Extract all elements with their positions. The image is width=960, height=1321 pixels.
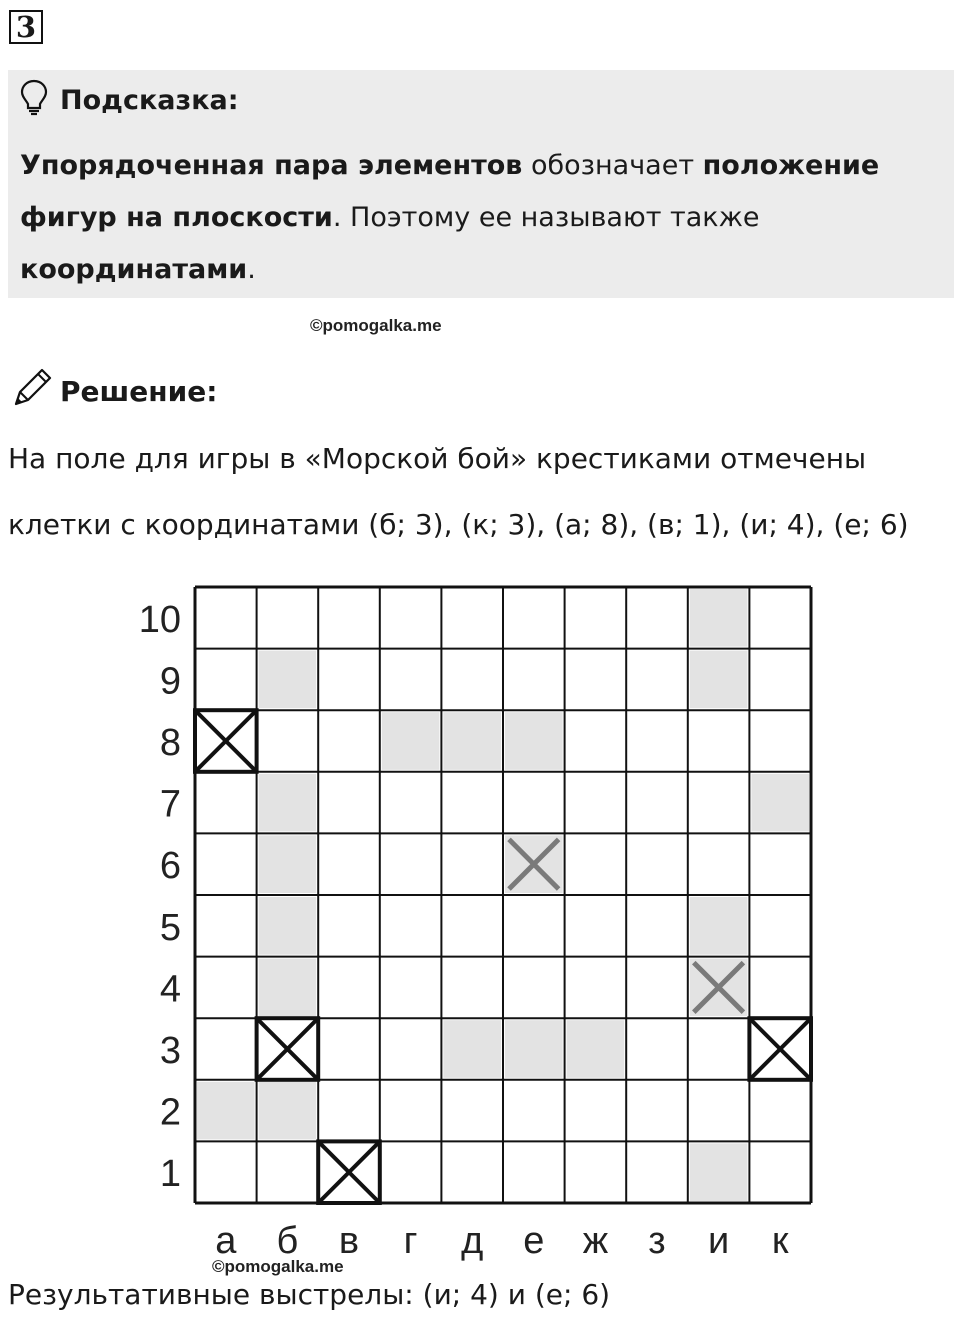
ship-cell — [197, 1082, 255, 1140]
row-label: 5 — [159, 906, 181, 949]
row-label: 3 — [159, 1030, 181, 1072]
column-label: в — [338, 1220, 360, 1262]
row-label: 4 — [159, 968, 181, 1011]
hint-text-part: обозначает — [522, 150, 703, 181]
hint-text-part: . Поэтому ее называют также — [332, 202, 760, 233]
ship-cell — [751, 774, 809, 832]
ship-cell — [443, 712, 501, 770]
hint-bold-term-1: Упорядоченная пара элементов — [20, 150, 523, 181]
hint-text — [20, 140, 940, 296]
battleship-board — [125, 572, 825, 1262]
task-number: 3 — [9, 10, 43, 44]
ship-cell — [259, 1082, 317, 1140]
column-label: ж — [582, 1220, 609, 1262]
hint-heading — [18, 80, 239, 120]
solution-result: Результативные выстрелы: (и; 4) и (е; 6) — [8, 1278, 611, 1311]
column-label: д — [461, 1220, 484, 1262]
ship-cell — [443, 1020, 501, 1078]
ship-cell — [259, 774, 317, 832]
pencil-icon — [10, 366, 60, 417]
hint-bold-term-3: координатами — [20, 254, 248, 285]
column-label: и — [707, 1220, 730, 1262]
row-label: 6 — [159, 845, 181, 888]
ship-cell — [690, 1143, 748, 1201]
row-label: 7 — [159, 783, 181, 826]
column-label: б — [276, 1220, 299, 1262]
row-label: 8 — [159, 722, 181, 764]
column-label: з — [648, 1220, 666, 1262]
solution-title: Решение: — [60, 374, 218, 408]
ship-cell — [505, 712, 563, 770]
hint-text-part: . — [247, 254, 256, 285]
solution-line-1: На поле для игры в «Морской бой» крестиками отмечены — [8, 442, 867, 475]
ship-cell — [690, 589, 748, 647]
lightbulb-icon — [18, 78, 60, 123]
column-label: г — [403, 1220, 418, 1262]
solution-line-2: клетки с координатами (б; 3), (к; 3), (а; 8), (в; 1), (и; 4), (е; 6) — [8, 508, 909, 541]
ship-cell — [505, 1020, 563, 1078]
watermark-top: ©pomogalka.me — [310, 316, 442, 335]
column-label: е — [523, 1220, 545, 1262]
ship-cell — [690, 651, 748, 709]
ship-cell — [567, 1020, 625, 1078]
watermark-bottom: ©pomogalka.me — [212, 1257, 344, 1276]
ship-cell — [259, 835, 317, 893]
column-label: к — [771, 1220, 789, 1262]
hint-bold-term-2: положение фигур на плоскости — [20, 150, 880, 233]
column-label: а — [215, 1220, 237, 1262]
ship-cell — [690, 897, 748, 955]
row-label: 2 — [159, 1091, 181, 1134]
ship-cell — [259, 959, 317, 1017]
ship-cell — [259, 897, 317, 955]
ship-cell — [382, 712, 440, 770]
row-label: 1 — [159, 1153, 181, 1196]
hint-title: Подсказка: — [60, 84, 239, 116]
row-label: 10 — [138, 598, 181, 641]
ship-cell — [259, 651, 317, 709]
solution-heading — [10, 368, 217, 414]
row-label: 9 — [159, 660, 181, 703]
